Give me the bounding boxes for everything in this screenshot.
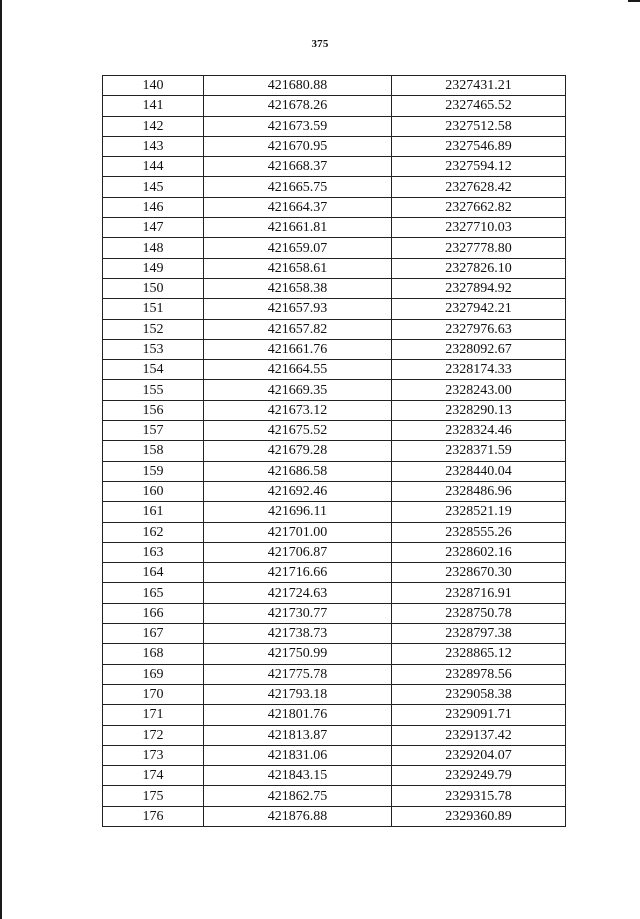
x-coordinate-cell: 421669.35 xyxy=(204,380,392,400)
y-coordinate-cell: 2328486.96 xyxy=(392,481,566,501)
point-number-cell: 173 xyxy=(103,745,204,765)
table-row xyxy=(103,339,566,359)
x-coordinate-cell: 421862.75 xyxy=(204,786,392,806)
y-coordinate-cell: 2328602.16 xyxy=(392,542,566,562)
x-coordinate-cell: 421661.76 xyxy=(204,339,392,359)
x-coordinate-cell: 421876.88 xyxy=(204,806,392,826)
x-coordinate-cell: 421716.66 xyxy=(204,563,392,583)
x-coordinate-cell: 421793.18 xyxy=(204,684,392,704)
point-number-cell: 166 xyxy=(103,603,204,623)
x-coordinate-cell: 421730.77 xyxy=(204,603,392,623)
point-number-cell: 143 xyxy=(103,136,204,156)
y-coordinate-cell: 2328750.78 xyxy=(392,603,566,623)
y-coordinate-cell: 2327710.03 xyxy=(392,218,566,238)
point-number-cell: 142 xyxy=(103,116,204,136)
point-number-cell: 172 xyxy=(103,725,204,745)
page-number: 375 xyxy=(311,38,329,50)
table-row xyxy=(103,218,566,238)
point-number-cell: 171 xyxy=(103,705,204,725)
table-row xyxy=(103,278,566,298)
x-coordinate-cell: 421658.38 xyxy=(204,278,392,298)
y-coordinate-cell: 2328243.00 xyxy=(392,380,566,400)
table-row xyxy=(103,684,566,704)
x-coordinate-cell: 421843.15 xyxy=(204,766,392,786)
y-coordinate-cell: 2328371.59 xyxy=(392,441,566,461)
point-number-cell: 164 xyxy=(103,563,204,583)
table-row xyxy=(103,705,566,725)
table-row xyxy=(103,76,566,96)
y-coordinate-cell: 2327942.21 xyxy=(392,299,566,319)
x-coordinate-cell: 421658.61 xyxy=(204,258,392,278)
y-coordinate-cell: 2327826.10 xyxy=(392,258,566,278)
x-coordinate-cell: 421659.07 xyxy=(204,238,392,258)
y-coordinate-cell: 2328174.33 xyxy=(392,360,566,380)
point-number-cell: 174 xyxy=(103,766,204,786)
y-coordinate-cell: 2328555.26 xyxy=(392,522,566,542)
point-number-cell: 147 xyxy=(103,218,204,238)
x-coordinate-cell: 421831.06 xyxy=(204,745,392,765)
y-coordinate-cell: 2329091.71 xyxy=(392,705,566,725)
point-number-cell: 145 xyxy=(103,177,204,197)
y-coordinate-cell: 2329204.07 xyxy=(392,745,566,765)
y-coordinate-cell: 2328978.56 xyxy=(392,664,566,684)
table-row xyxy=(103,461,566,481)
point-number-cell: 161 xyxy=(103,502,204,522)
y-coordinate-cell: 2328521.19 xyxy=(392,502,566,522)
table-row xyxy=(103,644,566,664)
y-coordinate-cell: 2328716.91 xyxy=(392,583,566,603)
point-number-cell: 141 xyxy=(103,96,204,116)
point-number-cell: 153 xyxy=(103,339,204,359)
x-coordinate-cell: 421668.37 xyxy=(204,157,392,177)
x-coordinate-cell: 421664.37 xyxy=(204,197,392,217)
x-coordinate-cell: 421686.58 xyxy=(204,461,392,481)
table-row xyxy=(103,603,566,623)
point-number-cell: 149 xyxy=(103,258,204,278)
y-coordinate-cell: 2327465.52 xyxy=(392,96,566,116)
y-coordinate-cell: 2329249.79 xyxy=(392,766,566,786)
point-number-cell: 165 xyxy=(103,583,204,603)
point-number-cell: 151 xyxy=(103,299,204,319)
y-coordinate-cell: 2329315.78 xyxy=(392,786,566,806)
point-number-cell: 154 xyxy=(103,360,204,380)
table-row xyxy=(103,522,566,542)
table-row xyxy=(103,441,566,461)
x-coordinate-cell: 421673.59 xyxy=(204,116,392,136)
x-coordinate-cell: 421738.73 xyxy=(204,624,392,644)
table-row xyxy=(103,786,566,806)
x-coordinate-cell: 421679.28 xyxy=(204,441,392,461)
point-number-cell: 170 xyxy=(103,684,204,704)
coordinates-table-body xyxy=(103,76,566,827)
y-coordinate-cell: 2328797.38 xyxy=(392,624,566,644)
x-coordinate-cell: 421775.78 xyxy=(204,664,392,684)
table-row xyxy=(103,583,566,603)
y-coordinate-cell: 2327778.80 xyxy=(392,238,566,258)
table-row xyxy=(103,745,566,765)
y-coordinate-cell: 2327628.42 xyxy=(392,177,566,197)
point-number-cell: 158 xyxy=(103,441,204,461)
y-coordinate-cell: 2327431.21 xyxy=(392,76,566,96)
x-coordinate-cell: 421692.46 xyxy=(204,481,392,501)
point-number-cell: 162 xyxy=(103,522,204,542)
table-row xyxy=(103,238,566,258)
x-coordinate-cell: 421675.52 xyxy=(204,421,392,441)
point-number-cell: 160 xyxy=(103,481,204,501)
table-row xyxy=(103,806,566,826)
table-row xyxy=(103,319,566,339)
y-coordinate-cell: 2328865.12 xyxy=(392,644,566,664)
y-coordinate-cell: 2329137.42 xyxy=(392,725,566,745)
point-number-cell: 175 xyxy=(103,786,204,806)
point-number-cell: 140 xyxy=(103,76,204,96)
y-coordinate-cell: 2328290.13 xyxy=(392,400,566,420)
table-row xyxy=(103,157,566,177)
table-row xyxy=(103,400,566,420)
point-number-cell: 168 xyxy=(103,644,204,664)
x-coordinate-cell: 421673.12 xyxy=(204,400,392,420)
point-number-cell: 152 xyxy=(103,319,204,339)
point-number-cell: 159 xyxy=(103,461,204,481)
point-number-cell: 144 xyxy=(103,157,204,177)
scan-edge-top-right xyxy=(628,0,640,2)
table-row xyxy=(103,725,566,745)
x-coordinate-cell: 421696.11 xyxy=(204,502,392,522)
y-coordinate-cell: 2328440.04 xyxy=(392,461,566,481)
x-coordinate-cell: 421706.87 xyxy=(204,542,392,562)
x-coordinate-cell: 421750.99 xyxy=(204,644,392,664)
y-coordinate-cell: 2327512.58 xyxy=(392,116,566,136)
table-row xyxy=(103,664,566,684)
point-number-cell: 163 xyxy=(103,542,204,562)
x-coordinate-cell: 421665.75 xyxy=(204,177,392,197)
table-row xyxy=(103,624,566,644)
coordinates-table xyxy=(102,75,566,827)
x-coordinate-cell: 421701.00 xyxy=(204,522,392,542)
y-coordinate-cell: 2327894.92 xyxy=(392,278,566,298)
point-number-cell: 150 xyxy=(103,278,204,298)
table-row xyxy=(103,197,566,217)
table-row xyxy=(103,136,566,156)
table-row xyxy=(103,177,566,197)
point-number-cell: 148 xyxy=(103,238,204,258)
scan-edge-left xyxy=(0,0,2,919)
y-coordinate-cell: 2329058.38 xyxy=(392,684,566,704)
table-row xyxy=(103,481,566,501)
table-row xyxy=(103,563,566,583)
y-coordinate-cell: 2329360.89 xyxy=(392,806,566,826)
y-coordinate-cell: 2327594.12 xyxy=(392,157,566,177)
point-number-cell: 169 xyxy=(103,664,204,684)
x-coordinate-cell: 421680.88 xyxy=(204,76,392,96)
table-row xyxy=(103,116,566,136)
table-row xyxy=(103,258,566,278)
point-number-cell: 176 xyxy=(103,806,204,826)
x-coordinate-cell: 421813.87 xyxy=(204,725,392,745)
y-coordinate-cell: 2327976.63 xyxy=(392,319,566,339)
point-number-cell: 157 xyxy=(103,421,204,441)
x-coordinate-cell: 421670.95 xyxy=(204,136,392,156)
y-coordinate-cell: 2327662.82 xyxy=(392,197,566,217)
y-coordinate-cell: 2328324.46 xyxy=(392,421,566,441)
x-coordinate-cell: 421724.63 xyxy=(204,583,392,603)
table-row xyxy=(103,766,566,786)
x-coordinate-cell: 421657.82 xyxy=(204,319,392,339)
x-coordinate-cell: 421678.26 xyxy=(204,96,392,116)
x-coordinate-cell: 421657.93 xyxy=(204,299,392,319)
table-row xyxy=(103,96,566,116)
point-number-cell: 155 xyxy=(103,380,204,400)
point-number-cell: 146 xyxy=(103,197,204,217)
table-row xyxy=(103,502,566,522)
y-coordinate-cell: 2327546.89 xyxy=(392,136,566,156)
point-number-cell: 156 xyxy=(103,400,204,420)
table-row xyxy=(103,299,566,319)
point-number-cell: 167 xyxy=(103,624,204,644)
x-coordinate-cell: 421801.76 xyxy=(204,705,392,725)
table-row xyxy=(103,421,566,441)
table-row xyxy=(103,380,566,400)
x-coordinate-cell: 421664.55 xyxy=(204,360,392,380)
x-coordinate-cell: 421661.81 xyxy=(204,218,392,238)
y-coordinate-cell: 2328092.67 xyxy=(392,339,566,359)
table-row xyxy=(103,360,566,380)
y-coordinate-cell: 2328670.30 xyxy=(392,563,566,583)
table-row xyxy=(103,542,566,562)
